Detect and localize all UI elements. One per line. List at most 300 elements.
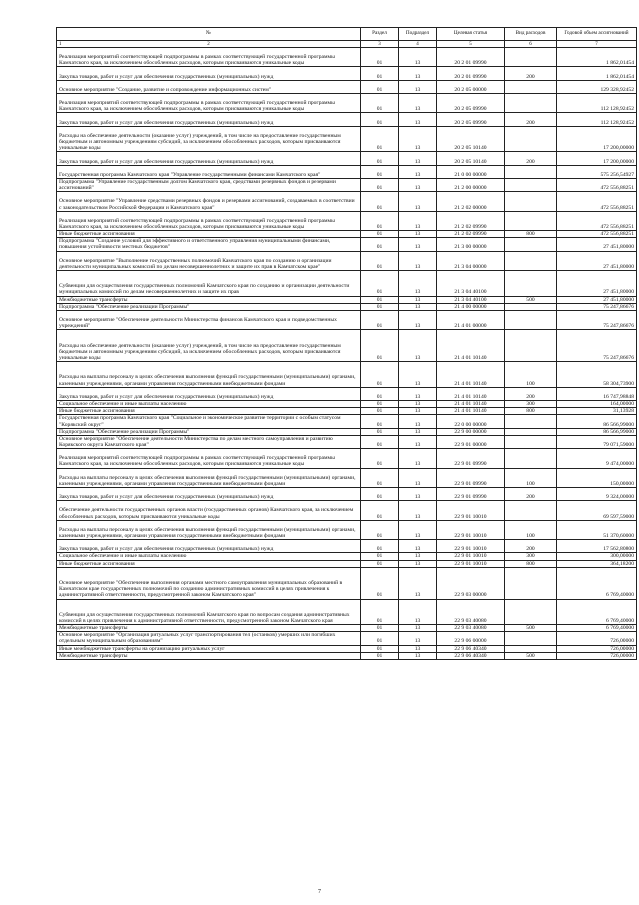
expense-name-cell: Расходы на выплаты персоналу в целях обеспечения выполнения функций государственными (муниципальными) органами, казенными учреждениями, органами управления государственными внебюджетными фондами <box>57 362 361 388</box>
column-number-6: 6 <box>505 41 557 48</box>
expense-name-cell: Межбюджетные трансферты <box>57 652 361 659</box>
column-number-1: 1 <box>59 41 62 47</box>
razdel-cell: 01 <box>361 296 399 303</box>
podrazdel-cell: 13 <box>399 553 437 560</box>
razdel-cell: 01 <box>361 67 399 80</box>
expense-name-cell: Основное мероприятие "Управление средствами резервных фондов и резервами ассигнований, создаваемых в соответствии с законодательством Российской Федерации и Камчатского края" <box>57 192 361 211</box>
target-article-cell: 21 3 00 00000 <box>437 238 505 251</box>
target-article-cell: 20 2 05 09990 <box>437 113 505 126</box>
table-row <box>57 415 637 428</box>
amount-cell: 17 200,00000 <box>557 152 637 165</box>
table-row <box>57 126 637 152</box>
razdel-cell: 01 <box>361 501 399 520</box>
target-article-cell: 22 9 01 10010 <box>437 553 505 560</box>
amount-cell: 27 451,80000 <box>557 251 637 270</box>
target-article-cell: 21 4 01 00000 <box>437 310 505 329</box>
amount-cell: 31,13928 <box>557 408 637 415</box>
podrazdel-cell: 13 <box>399 625 437 632</box>
amount-cell: 86 566,99000 <box>557 428 637 435</box>
razdel-cell: 01 <box>361 178 399 191</box>
expense-type-cell: 800 <box>505 408 557 415</box>
razdel-cell: 01 <box>361 540 399 553</box>
razdel-cell: 01 <box>361 126 399 152</box>
table-row <box>57 192 637 211</box>
expense-type-cell: 800 <box>505 231 557 238</box>
expense-type-cell <box>505 449 557 468</box>
table-row <box>57 567 637 599</box>
expense-name-cell: Закупка товаров, работ и услуг для обеспечения государственных (муниципальных) нужд <box>57 387 361 400</box>
expense-name-cell: Иные бюджетные ассигнования <box>57 408 361 415</box>
target-article-cell: 21 0 00 00000 <box>437 165 505 178</box>
table-row <box>57 401 637 408</box>
table-row <box>57 238 637 251</box>
podrazdel-cell: 13 <box>399 408 437 415</box>
expense-name-cell: Межбюджетные трансферты <box>57 625 361 632</box>
expense-type-cell: 200 <box>505 540 557 553</box>
target-article-cell: 21 4 00 00000 <box>437 303 505 310</box>
expense-name-cell: Расходы на выплаты персоналу в целях обеспечения выполнения функций государственными (муниципальными) органами, казенными учреждениями, органами управления государственными внебюджетными фондами <box>57 520 361 539</box>
column-number-2: 2 <box>207 41 210 47</box>
target-article-cell: 22 9 00 00000 <box>437 428 505 435</box>
podrazdel-cell: 13 <box>399 231 437 238</box>
podrazdel-cell: 13 <box>399 126 437 152</box>
header-annual-volume: Годовой объем ассигнований <box>557 28 637 41</box>
podrazdel-cell: 13 <box>399 211 437 230</box>
table-row <box>57 625 637 632</box>
amount-cell: 51 370,60000 <box>557 520 637 539</box>
razdel-cell: 01 <box>361 632 399 645</box>
razdel-cell: 01 <box>361 251 399 270</box>
expense-type-cell <box>505 310 557 329</box>
table-row <box>57 501 637 520</box>
expense-name-cell: Основное мероприятие "Обеспечение деятельности Министерства по делам местного самоуправления и развитию Корякского округа Камчатского края" <box>57 435 361 448</box>
podrazdel-cell: 13 <box>399 387 437 400</box>
target-article-cell: 22 9 01 09990 <box>437 449 505 468</box>
podrazdel-cell: 13 <box>399 560 437 567</box>
target-article-cell: 21 2 02 09990 <box>437 231 505 238</box>
target-article-cell: 21 2 02 00000 <box>437 192 505 211</box>
table-header-row <box>57 28 637 41</box>
expense-type-cell <box>505 178 557 191</box>
expense-type-cell <box>505 330 557 362</box>
podrazdel-cell: 13 <box>399 362 437 388</box>
amount-cell: 17 200,00000 <box>557 126 637 152</box>
razdel-cell: 01 <box>361 165 399 178</box>
table-row <box>57 599 637 625</box>
expense-name-cell: Закупка товаров, работ и услуг для обеспечения государственных (муниципальных) нужд <box>57 488 361 501</box>
podrazdel-cell: 13 <box>399 80 437 93</box>
amount-cell: 6 769,40000 <box>557 625 637 632</box>
amount-cell: 79 071,59000 <box>557 435 637 448</box>
razdel-cell: 01 <box>361 435 399 448</box>
podrazdel-cell: 13 <box>399 310 437 329</box>
amount-cell: 300,00000 <box>557 553 637 560</box>
header-no: № <box>57 28 361 41</box>
expense-name-cell: Закупка товаров, работ и услуг для обеспечения государственных (муниципальных) нужд <box>57 152 361 165</box>
target-article-cell: 22 9 06 40340 <box>437 652 505 659</box>
table-column-numbers-row <box>57 41 637 48</box>
amount-cell: 27 451,80000 <box>557 296 637 303</box>
target-article-cell: 20 2 05 09990 <box>437 94 505 113</box>
table-row <box>57 94 637 113</box>
expense-type-cell <box>505 48 557 67</box>
podrazdel-cell: 13 <box>399 520 437 539</box>
table-row <box>57 48 637 67</box>
expense-type-cell <box>505 126 557 152</box>
target-article-cell: 21 4 01 10140 <box>437 401 505 408</box>
razdel-cell: 01 <box>361 401 399 408</box>
expense-name-cell: Подпрограмма "Создание условий для эффективного и ответственного управления муниципальными финансами, повышения устойчивости местных бюджетов" <box>57 238 361 251</box>
expense-type-cell <box>505 567 557 599</box>
expense-type-cell: 300 <box>505 553 557 560</box>
expense-name-cell: Межбюджетные трансферты <box>57 296 361 303</box>
expense-type-cell <box>505 80 557 93</box>
expense-type-cell: 200 <box>505 113 557 126</box>
podrazdel-cell: 13 <box>399 330 437 362</box>
expense-name-cell: Закупка товаров, работ и услуг для обеспечения государственных (муниципальных) нужд <box>57 540 361 553</box>
amount-cell: 575 256,54927 <box>557 165 637 178</box>
amount-cell: 86 566,99000 <box>557 415 637 428</box>
razdel-cell: 01 <box>361 567 399 599</box>
table-row <box>57 408 637 415</box>
podrazdel-cell: 13 <box>399 67 437 80</box>
podrazdel-cell: 13 <box>399 303 437 310</box>
razdel-cell: 01 <box>361 362 399 388</box>
podrazdel-cell: 13 <box>399 192 437 211</box>
expense-name-cell: Расходы на обеспечение деятельности (оказание услуг) учреждений, в том числе на предоставление государственным бюджетным и автономным учреждениям субсидий, за исключением обособленных расходов, которым присваиваются уникальные коды <box>57 126 361 152</box>
razdel-cell: 01 <box>361 152 399 165</box>
expense-type-cell: 200 <box>505 488 557 501</box>
razdel-cell: 01 <box>361 449 399 468</box>
expense-type-cell: 100 <box>505 520 557 539</box>
razdel-cell: 01 <box>361 231 399 238</box>
table-row <box>57 362 637 388</box>
expense-type-cell <box>505 415 557 428</box>
expense-type-cell <box>505 645 557 652</box>
razdel-cell: 01 <box>361 113 399 126</box>
expense-type-cell <box>505 238 557 251</box>
amount-cell: 27 451,80000 <box>557 271 637 297</box>
table-row <box>57 488 637 501</box>
target-article-cell: 21 4 01 10140 <box>437 408 505 415</box>
target-article-cell: 22 9 03 00000 <box>437 567 505 599</box>
razdel-cell: 01 <box>361 94 399 113</box>
amount-cell: 472 556,88251 <box>557 178 637 191</box>
razdel-cell: 01 <box>361 387 399 400</box>
razdel-cell: 01 <box>361 80 399 93</box>
table-row <box>57 211 637 230</box>
razdel-cell: 01 <box>361 192 399 211</box>
target-article-cell: 22 9 01 10010 <box>437 560 505 567</box>
podrazdel-cell: 13 <box>399 48 437 67</box>
razdel-cell: 01 <box>361 560 399 567</box>
target-article-cell: 22 9 06 40340 <box>437 645 505 652</box>
expense-name-cell: Иные бюджетные ассигнования <box>57 231 361 238</box>
amount-cell: 164,00000 <box>557 401 637 408</box>
razdel-cell: 01 <box>361 520 399 539</box>
column-number-4: 4 <box>399 41 437 48</box>
table-row <box>57 165 637 178</box>
table-row <box>57 560 637 567</box>
table-row <box>57 632 637 645</box>
razdel-cell: 01 <box>361 238 399 251</box>
expense-name-cell: Расходы на выплаты персоналу в целях обеспечения выполнения функций государственными (муниципальными) органами, казенными учреждениями, органами управления государственными внебюджетными фондами <box>57 468 361 487</box>
header-expense-type: Вид расходов <box>505 28 557 41</box>
budget-table <box>56 27 637 660</box>
target-article-cell: 21 4 01 10140 <box>437 362 505 388</box>
podrazdel-cell: 13 <box>399 165 437 178</box>
table-row <box>57 553 637 560</box>
target-article-cell: 21 2 00 00000 <box>437 178 505 191</box>
expense-name-cell: Реализация мероприятий соответствующей подпрограммы в рамках соответствующей государственной программы Камчатского края, за исключением обособленных расходов, которым присваиваются уникальные коды <box>57 48 361 67</box>
target-article-cell: 21 3 04 00000 <box>437 251 505 270</box>
expense-name-cell: Основное мероприятие "Организация ритуальных услуг транспортирования тел (останков) умерших или погибших отдельным муниципальным образованиям" <box>57 632 361 645</box>
expense-name-cell: Основное мероприятие "Выполнение государственных полномочий Камчатского края по созданию и организации деятельности муниципальных комиссий по делам несовершеннолетних и защите их прав в Камчатском крае" <box>57 251 361 270</box>
amount-cell: 6 769,40000 <box>557 567 637 599</box>
target-article-cell: 22 9 03 40080 <box>437 599 505 625</box>
razdel-cell: 01 <box>361 599 399 625</box>
amount-cell: 75 247,86676 <box>557 303 637 310</box>
target-article-cell: 22 9 01 10010 <box>437 540 505 553</box>
table-row <box>57 310 637 329</box>
expense-name-cell: Реализация мероприятий соответствующей подпрограммы в рамках соответствующей государственной программы Камчатского края, за исключением обособленных расходов, которым присваиваются уникальные коды <box>57 94 361 113</box>
target-article-cell: 22 9 03 40080 <box>437 625 505 632</box>
target-article-cell: 21 3 04 40100 <box>437 296 505 303</box>
razdel-cell: 01 <box>361 553 399 560</box>
expense-name-cell: Обеспечение деятельности государственных органов власти (государственных органов) Камчатского края, за исключением обособленных расходов, которым присваиваются уникальные коды <box>57 501 361 520</box>
podrazdel-cell: 13 <box>399 401 437 408</box>
target-article-cell: 21 2 02 09990 <box>437 211 505 230</box>
razdel-cell: 01 <box>361 48 399 67</box>
podrazdel-cell: 13 <box>399 435 437 448</box>
razdel-cell: 01 <box>361 645 399 652</box>
expense-name-cell: Иные межбюджетные трансферты на организацию ритуальных услуг <box>57 645 361 652</box>
table-row <box>57 296 637 303</box>
expense-name-cell: Реализация мероприятий соответствующей подпрограммы в рамках соответствующей государственной программы Камчатского края, за исключением обособленных расходов, которым присваиваются уникальные коды <box>57 211 361 230</box>
razdel-cell: 01 <box>361 310 399 329</box>
expense-name-cell: Подпрограмма "Управление государственным долгом Камчатского края, средствами резервных фондов и резервами ассигнований" <box>57 178 361 191</box>
podrazdel-cell: 13 <box>399 567 437 599</box>
column-number-7: 7 <box>557 41 637 48</box>
razdel-cell: 01 <box>361 415 399 428</box>
amount-cell: 58 304,73900 <box>557 362 637 388</box>
podrazdel-cell: 13 <box>399 152 437 165</box>
expense-name-cell: Иные бюджетные ассигнования <box>57 560 361 567</box>
podrazdel-cell: 13 <box>399 178 437 191</box>
column-number <box>57 41 361 48</box>
expense-type-cell <box>505 501 557 520</box>
podrazdel-cell: 13 <box>399 501 437 520</box>
podrazdel-cell: 13 <box>399 271 437 297</box>
header-razdel: Раздел <box>361 28 399 41</box>
table-row <box>57 449 637 468</box>
podrazdel-cell: 13 <box>399 468 437 487</box>
expense-type-cell: 500 <box>505 652 557 659</box>
razdel-cell: 01 <box>361 488 399 501</box>
razdel-cell: 01 <box>361 625 399 632</box>
expense-name-cell: Социальное обеспечение и иные выплаты населению <box>57 401 361 408</box>
expense-type-cell <box>505 435 557 448</box>
amount-cell: 726,00000 <box>557 632 637 645</box>
expense-name-cell: Подпрограмма "Обеспечение реализации Программы" <box>57 428 361 435</box>
amount-cell: 129 328,92452 <box>557 80 637 93</box>
podrazdel-cell: 13 <box>399 632 437 645</box>
expense-name-cell: Государственная программа Камчатского края "Социальное и экономическое развитие территории с особым статусом "Корякский округ" <box>57 415 361 428</box>
table-row <box>57 652 637 659</box>
podrazdel-cell: 13 <box>399 599 437 625</box>
expense-type-cell <box>505 251 557 270</box>
expense-type-cell: 100 <box>505 362 557 388</box>
podrazdel-cell: 13 <box>399 645 437 652</box>
target-article-cell: 21 4 01 10140 <box>437 330 505 362</box>
target-article-cell: 22 9 01 09990 <box>437 468 505 487</box>
table-row <box>57 113 637 126</box>
table-row <box>57 645 637 652</box>
expense-name-cell: Субвенции для осуществления государственных полномочий Камчатского края по вопросам создания административных комиссий в целях привлечения к административной ответственности, предусмотренной законом Камчатского края <box>57 599 361 625</box>
budget-table-sheet <box>56 27 636 660</box>
podrazdel-cell: 13 <box>399 488 437 501</box>
podrazdel-cell: 13 <box>399 428 437 435</box>
podrazdel-cell: 13 <box>399 113 437 126</box>
expense-type-cell <box>505 192 557 211</box>
target-article-cell: 22 0 00 00000 <box>437 415 505 428</box>
target-article-cell: 22 9 01 00000 <box>437 435 505 448</box>
amount-cell: 69 597,59000 <box>557 501 637 520</box>
table-row <box>57 178 637 191</box>
table-row <box>57 387 637 400</box>
expense-type-cell: 800 <box>505 560 557 567</box>
amount-cell: 9 324,00000 <box>557 488 637 501</box>
podrazdel-cell: 13 <box>399 251 437 270</box>
expense-type-cell <box>505 211 557 230</box>
razdel-cell: 01 <box>361 428 399 435</box>
target-article-cell: 22 9 06 00000 <box>437 632 505 645</box>
amount-cell: 472 556,88251 <box>557 211 637 230</box>
amount-cell: 75 247,86676 <box>557 310 637 329</box>
table-row <box>57 435 637 448</box>
expense-name-cell: Социальное обеспечение и иные выплаты населению <box>57 553 361 560</box>
expense-type-cell <box>505 94 557 113</box>
table-row <box>57 271 637 297</box>
razdel-cell: 01 <box>361 408 399 415</box>
table-row <box>57 520 637 539</box>
table-row <box>57 80 637 93</box>
target-article-cell: 22 9 01 10010 <box>437 520 505 539</box>
table-row <box>57 67 637 80</box>
expense-type-cell: 100 <box>505 468 557 487</box>
table-row <box>57 231 637 238</box>
column-number-5: 5 <box>437 41 505 48</box>
column-number-3: 3 <box>361 41 399 48</box>
amount-cell: 75 247,86676 <box>557 330 637 362</box>
podrazdel-cell: 13 <box>399 449 437 468</box>
table-row <box>57 540 637 553</box>
target-article-cell: 22 9 01 09990 <box>437 488 505 501</box>
podrazdel-cell: 13 <box>399 238 437 251</box>
razdel-cell: 01 <box>361 330 399 362</box>
podrazdel-cell: 13 <box>399 540 437 553</box>
amount-cell: 726,00000 <box>557 652 637 659</box>
razdel-cell: 01 <box>361 468 399 487</box>
expense-type-cell: 200 <box>505 387 557 400</box>
amount-cell: 1 862,01454 <box>557 48 637 67</box>
podrazdel-cell: 13 <box>399 415 437 428</box>
amount-cell: 17 562,80800 <box>557 540 637 553</box>
expense-type-cell <box>505 165 557 178</box>
expense-type-cell: 500 <box>505 296 557 303</box>
razdel-cell: 01 <box>361 303 399 310</box>
razdel-cell: 01 <box>361 211 399 230</box>
amount-cell: 472 556,88251 <box>557 192 637 211</box>
expense-name-cell: Подпрограмма "Обеспечение реализации Программы" <box>57 303 361 310</box>
amount-cell: 472 556,88251 <box>557 231 637 238</box>
target-article-cell: 22 9 01 10010 <box>437 501 505 520</box>
expense-name-cell: Субвенции для осуществления государственных полномочий Камчатского края по созданию и организации деятельности муниципальных комиссий по делам несовершеннолетних и защите их прав <box>57 271 361 297</box>
target-article-cell: 20 2 01 09990 <box>437 48 505 67</box>
razdel-cell: 01 <box>361 271 399 297</box>
expense-type-cell <box>505 428 557 435</box>
expense-name-cell: Расходы на обеспечение деятельности (оказание услуг) учреждений, в том числе на предоставление государственным бюджетным и автономным учреждениям субсидий, за исключением обособленных расходов, которым присваиваются уникальные коды <box>57 330 361 362</box>
header-target-article: Целевая статья <box>437 28 505 41</box>
header-podrazdel: Подраздел <box>399 28 437 41</box>
expense-name-cell: Основное мероприятие "Обеспечение деятельности Министерства финансов Камчатского края и подведомственных учреждений" <box>57 310 361 329</box>
table-row <box>57 428 637 435</box>
expense-type-cell <box>505 271 557 297</box>
expense-name-cell: Основное мероприятие "Обеспечение выполнения органами местного самоуправления муниципальных образований в Камчатском крае государственных полномочий по созданию административных комиссий в целях привлечения к административной ответственности, предусмотренной законом Камчатского края" <box>57 567 361 599</box>
page-number: 7 <box>318 889 321 895</box>
amount-cell: 27 451,80000 <box>557 238 637 251</box>
table-row <box>57 152 637 165</box>
table-row <box>57 468 637 487</box>
expense-type-cell: 200 <box>505 67 557 80</box>
target-article-cell: 21 4 01 10140 <box>437 387 505 400</box>
expense-type-cell <box>505 303 557 310</box>
podrazdel-cell: 13 <box>399 652 437 659</box>
amount-cell: 6 769,40000 <box>557 599 637 625</box>
expense-name-cell: Государственная программа Камчатского края "Управление государственными финансами Камчатского края" <box>57 165 361 178</box>
amount-cell: 726,00000 <box>557 645 637 652</box>
podrazdel-cell: 13 <box>399 296 437 303</box>
podrazdel-cell: 13 <box>399 94 437 113</box>
amount-cell: 112 128,92452 <box>557 113 637 126</box>
table-body <box>57 48 637 660</box>
expense-name-cell: Реализация мероприятий соответствующей подпрограммы в рамках соответствующей государственной программы Камчатского края, за исключением обособленных расходов, которым присваиваются уникальные коды <box>57 449 361 468</box>
target-article-cell: 20 2 05 10140 <box>437 152 505 165</box>
target-article-cell: 20 2 01 09990 <box>437 67 505 80</box>
expense-name-cell: Закупка товаров, работ и услуг для обеспечения государственных (муниципальных) нужд <box>57 67 361 80</box>
amount-cell: 150,00000 <box>557 468 637 487</box>
expense-name-cell: Закупка товаров, работ и услуг для обеспечения государственных (муниципальных) нужд <box>57 113 361 126</box>
amount-cell: 1 862,01454 <box>557 67 637 80</box>
expense-type-cell <box>505 632 557 645</box>
expense-type-cell: 200 <box>505 152 557 165</box>
target-article-cell: 20 2 05 00000 <box>437 80 505 93</box>
target-article-cell: 20 2 05 10140 <box>437 126 505 152</box>
table-row <box>57 303 637 310</box>
expense-type-cell: 500 <box>505 625 557 632</box>
razdel-cell: 01 <box>361 652 399 659</box>
amount-cell: 112 128,92452 <box>557 94 637 113</box>
expense-type-cell: 300 <box>505 401 557 408</box>
expense-name-cell: Основное мероприятие "Создание, развитие и сопровождение информационных систем" <box>57 80 361 93</box>
expense-type-cell <box>505 599 557 625</box>
amount-cell: 364,18200 <box>557 560 637 567</box>
table-row <box>57 330 637 362</box>
amount-cell: 16 747,98848 <box>557 387 637 400</box>
target-article-cell: 21 3 04 40100 <box>437 271 505 297</box>
amount-cell: 9 474,00000 <box>557 449 637 468</box>
table-row <box>57 251 637 270</box>
